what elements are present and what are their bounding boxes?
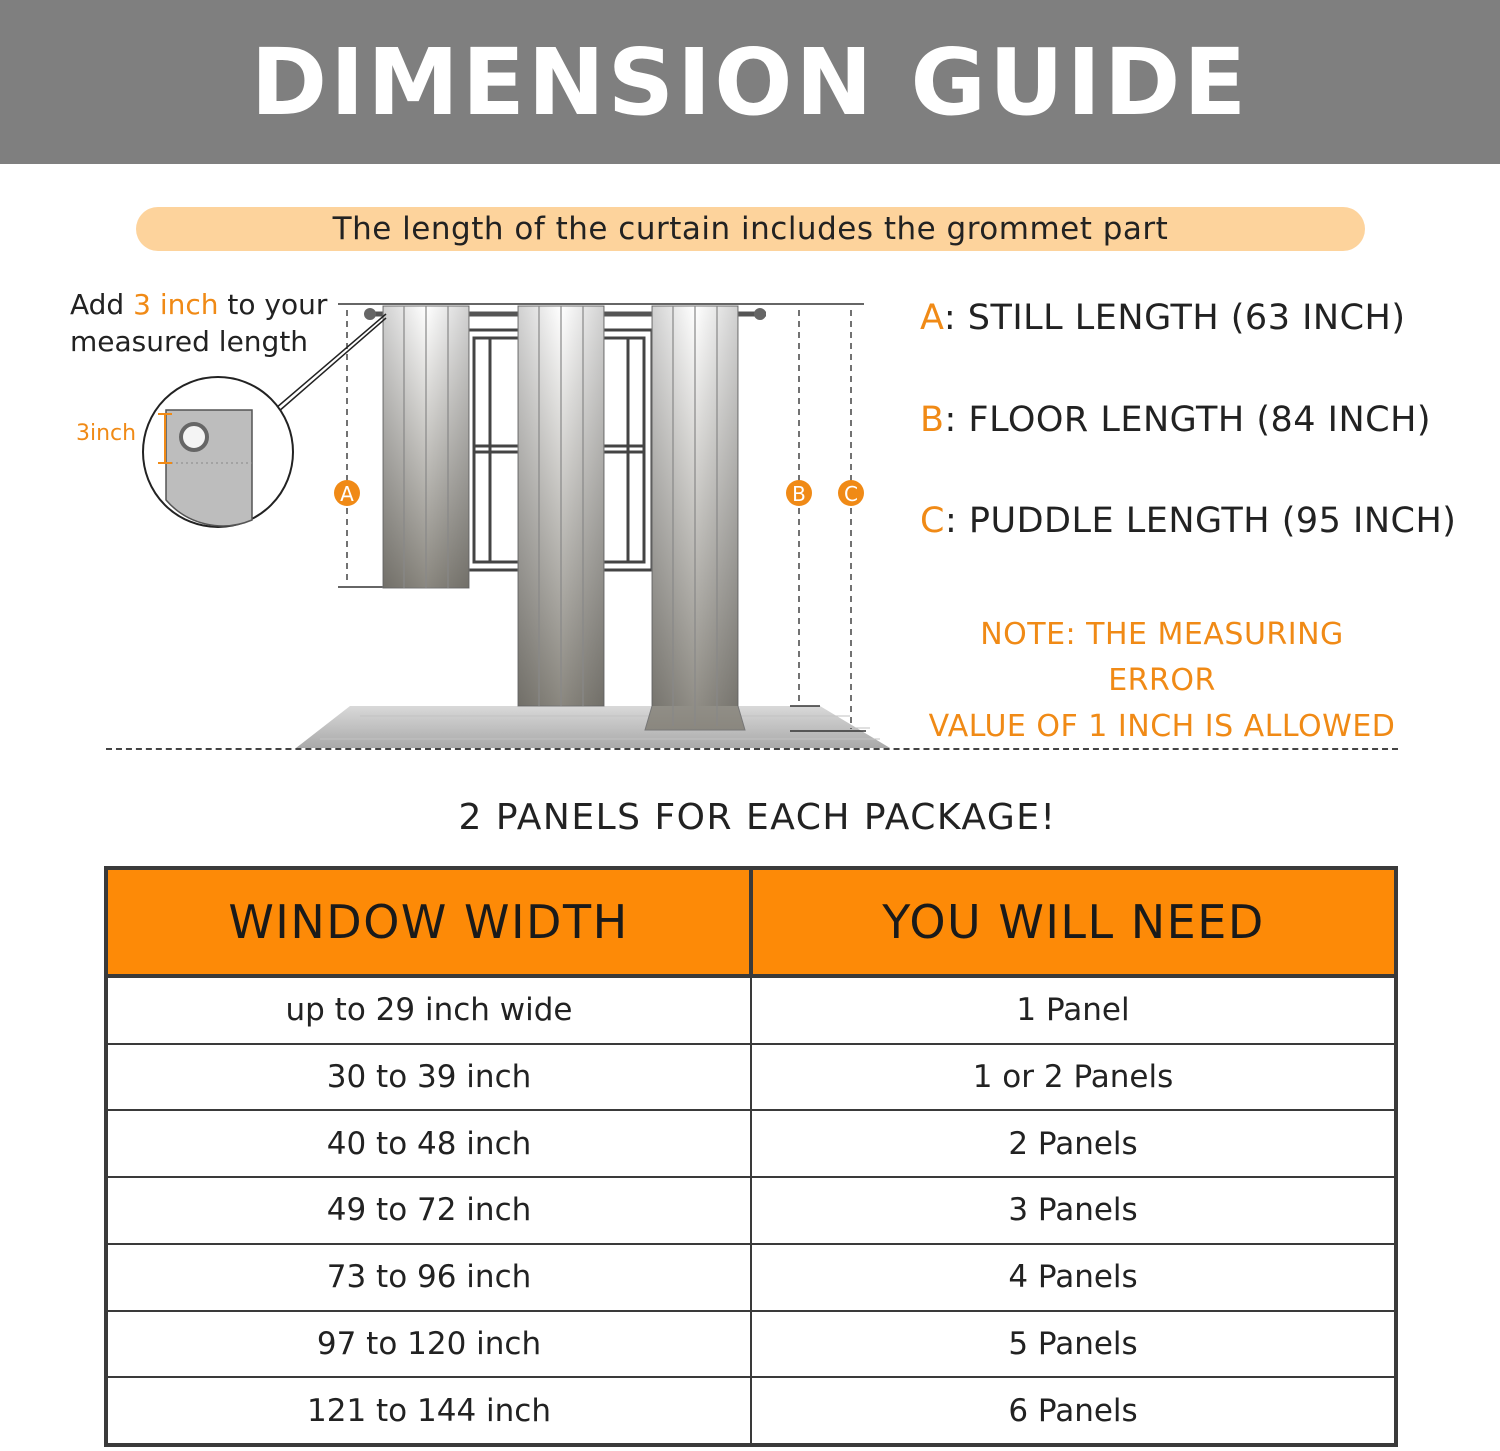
panels-cell: 5 Panels: [751, 1311, 1396, 1378]
table-row: [106, 1244, 1396, 1311]
legend-letter-c: C: [920, 501, 945, 541]
panels-cell: 1 or 2 Panels: [751, 1044, 1396, 1111]
panels-cell: 6 Panels: [751, 1377, 1396, 1445]
width-cell: 121 to 144 inch: [106, 1377, 751, 1445]
header-bar: [0, 0, 1500, 164]
measuring-note: [922, 612, 1402, 750]
legend-letter-b: B: [920, 400, 945, 440]
curtain-c: [645, 306, 745, 730]
dashed-divider: [106, 748, 1398, 750]
width-cell: 40 to 48 inch: [106, 1110, 751, 1177]
add-suffix: to your: [218, 288, 328, 321]
rod-finial-right: [754, 308, 766, 320]
curtain-diagram: [0, 270, 910, 750]
panels-cell: 3 Panels: [751, 1177, 1396, 1244]
legend-letter-a: A: [920, 298, 944, 338]
add-value: 3 inch: [133, 288, 219, 321]
panels-note: 2 PANELS FOR EACH PACKAGE!: [458, 797, 1057, 838]
note-line2: VALUE OF 1 INCH IS ALLOWED: [928, 709, 1396, 744]
width-cell: up to 29 inch wide: [106, 976, 751, 1044]
header-window-width: WINDOW WIDTH: [106, 868, 751, 976]
width-cell: 30 to 39 inch: [106, 1044, 751, 1111]
legend-text-c: : PUDDLE LENGTH (95 INCH): [944, 501, 1457, 541]
panels-cell: 2 Panels: [751, 1110, 1396, 1177]
add-prefix: Add: [70, 288, 134, 321]
marker-a: [334, 480, 360, 506]
table-header-row: [106, 868, 1396, 976]
grommet-label: 3inch: [76, 421, 137, 446]
legend-item-b: [920, 400, 1431, 440]
marker-c: [838, 480, 864, 506]
panels-cell: 4 Panels: [751, 1244, 1396, 1311]
rod-finial-left: [364, 308, 376, 320]
legend-text-b: : FLOOR LENGTH (84 INCH): [944, 400, 1432, 440]
note-line1: NOTE: THE MEASURING ERROR: [980, 617, 1344, 698]
table-row: [106, 1110, 1396, 1177]
legend-item-c: [920, 501, 1456, 541]
table-row: [106, 1311, 1396, 1378]
curtain-b: [518, 306, 604, 706]
table-row: [106, 976, 1396, 1044]
width-cell: 97 to 120 inch: [106, 1311, 751, 1378]
add-line2: measured length: [70, 325, 309, 358]
page-title: DIMENSION GUIDE: [250, 28, 1250, 136]
header-you-will-need: YOU WILL NEED: [751, 868, 1396, 976]
marker-c-label: C: [844, 482, 858, 506]
legend-text-a: : STILL LENGTH (63 INCH): [943, 298, 1406, 338]
grommet-banner: The length of the curtain includes the grommet part: [136, 207, 1365, 251]
marker-a-label: A: [340, 482, 354, 506]
size-table: [104, 866, 1398, 1447]
curtain-a: [383, 306, 469, 588]
table-row: [106, 1377, 1396, 1445]
width-cell: 73 to 96 inch: [106, 1244, 751, 1311]
legend-item-a: [920, 298, 1406, 338]
marker-b: [786, 480, 812, 506]
floor: [296, 706, 890, 748]
panels-cell: 1 Panel: [751, 976, 1396, 1044]
table-row: [106, 1044, 1396, 1111]
table-row: [106, 1177, 1396, 1244]
width-cell: 49 to 72 inch: [106, 1177, 751, 1244]
marker-b-label: B: [792, 482, 806, 506]
